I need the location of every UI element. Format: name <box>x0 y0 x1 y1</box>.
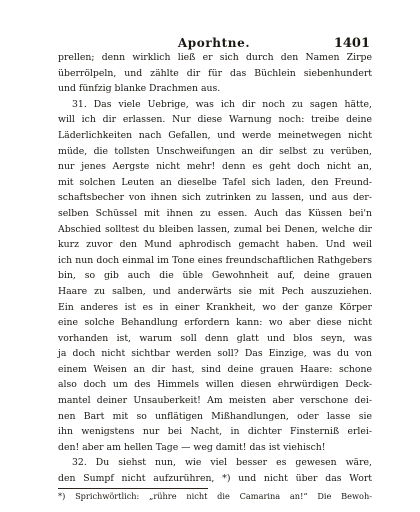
text-line: nen Bart mit so unflätigen Mißhandlungen, oder lasse sie <box>58 410 372 422</box>
text-line: Haare zu salben, und anderwärts sie mit Pech auszuziehen. <box>58 285 372 297</box>
text-line: und fünfzig blanke Drachmen aus. <box>58 83 221 95</box>
footnote-divider <box>58 488 208 489</box>
text-line: selben Schüssel mit ihnen zu essen. Auch das Küssen bei'n <box>58 207 372 219</box>
text-line: überrölpeln, und zählte dir für das Büchlein siebenhundert <box>58 67 372 79</box>
text-line: will ich dir erlassen. Nur diese Warnung noch: treibe deine <box>58 114 372 126</box>
text-line: kurz zuvor den Mund aphrodisch gemacht haben. Und weil <box>58 239 372 251</box>
page-body <box>58 50 372 503</box>
footnote <box>58 490 372 503</box>
text-line: prellen; denn wirklich ließ er sich durch den Namen Zirpe <box>58 52 372 63</box>
text-line: müde, die tollsten Unschweifungen an dir selbst zu verüben, <box>58 145 372 157</box>
text-line: schaftsbecher von ihnen sich zutrinken zu lassen, und aus der- <box>58 192 372 204</box>
text-line: bin, so gib auch die üble Gewohnheit auf, deine grauen <box>58 270 372 282</box>
text-line: Ein anderes ist es in einer Krankheit, wo der ganze Körper <box>58 301 372 313</box>
text-line: ja doch nicht sichtbar werden soll? Das Einzige, was du von <box>58 348 372 360</box>
text-line: 31. Das viele Uebrige, was ich dir noch zu sagen hätte, <box>72 98 372 110</box>
text-line: 32. Du siehst nun, wie viel besser es gewesen wäre, <box>72 457 372 469</box>
text-line: Abschied solltest du bleiben lassen, zumal bei Denen, welche dir <box>58 223 372 235</box>
page-number: 1401 <box>333 36 370 51</box>
text-line: ich nun doch einmal im Tone eines freundschaftlichen Rathgebers <box>58 254 372 266</box>
footnote-text: *) Sprichwörtlich: „rühre nicht die Camarina an!“ Die Bewoh- <box>58 490 372 501</box>
text-line: den! aber am hellen Tage — weg damit! das ist viehisch! <box>58 441 326 453</box>
text-line: vorhanden ist, warum soll denn glatt und blos seyn, was <box>58 332 372 344</box>
text-line: Läderlichkeiten nach Gefallen, und werde meinetwegen nicht <box>58 129 372 141</box>
text-line: eine solche Behandlung erfordern kann: wo aber diese nicht <box>58 317 372 329</box>
running-title: Aporhtne. <box>177 36 251 50</box>
text-line: den Sumpf nicht aufzurühren, *) und nicht über das Wort <box>58 473 372 485</box>
text-line: mantel deiner Unsauberkeit! Am meisten aber verschone dei- <box>58 395 372 407</box>
text-line: mit solchen Leuten an dieselbe Tafel sich laden, den Freund- <box>58 176 372 188</box>
text-line: ihn wenigstens nur bei Nacht, in dichter Finsterniß erlei- <box>58 426 372 438</box>
text-line: nur jenes Aergste nicht mehr! denn es geht doch nicht an, <box>58 161 372 173</box>
text-line: einem Weisen an dir hast, sind deine grauen Haare: schone <box>58 363 372 375</box>
text-line: also doch um des Himmels willen diesen ehrwürdigen Deck- <box>58 379 372 391</box>
